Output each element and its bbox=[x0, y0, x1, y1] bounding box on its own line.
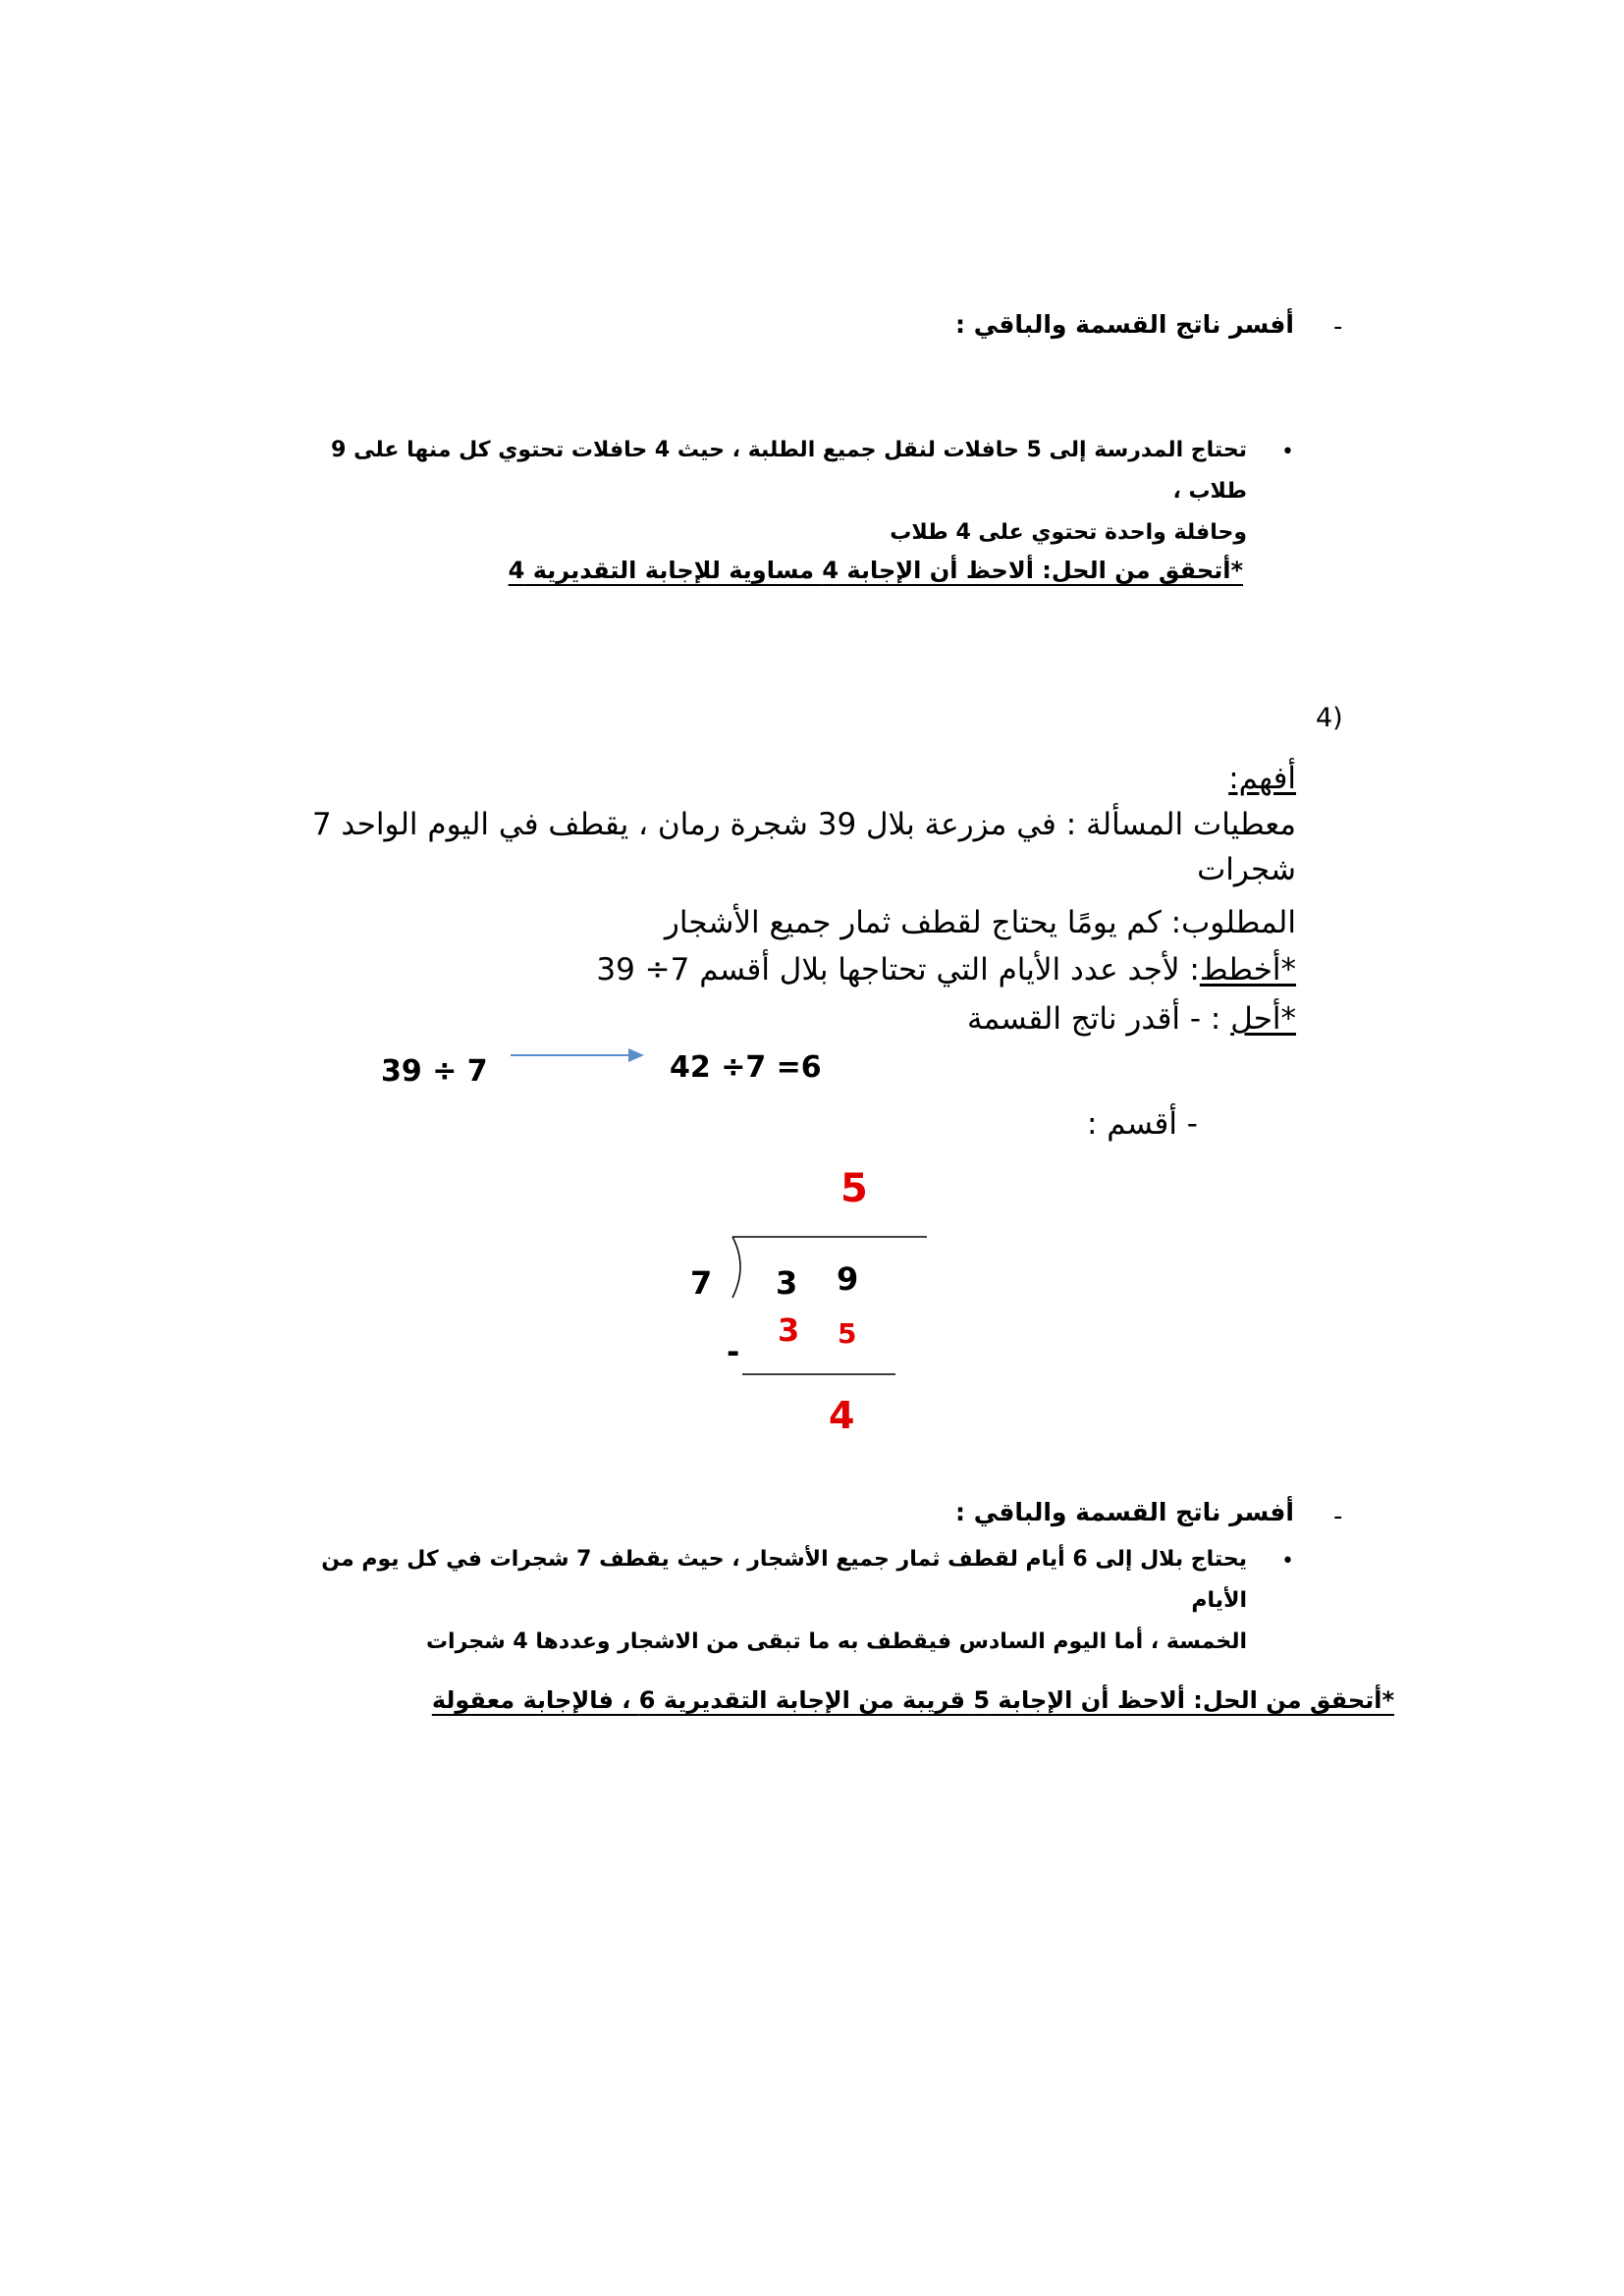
section2-bullet: • bbox=[1281, 1549, 1294, 1574]
section1-bullet-line-2: وحافلة واحدة تحتوي على 4 طلاب bbox=[890, 520, 1247, 545]
quotient-digit: 5 bbox=[840, 1166, 868, 1211]
understand-label: أفهم: bbox=[1228, 761, 1296, 796]
section1-dash: - bbox=[1333, 312, 1343, 342]
problem-number: 4) bbox=[1316, 703, 1343, 733]
section1-bullet-line-1: تحتاج المدرسة إلى 5 حافلات لنقل جميع الطلبة ، حيث 4 حافلات تحتوي كل منها على 9 طلاب ، bbox=[331, 438, 1247, 504]
dividend-digit-ones: 9 bbox=[837, 1260, 859, 1298]
section2-heading: أفسر ناتج القسمة والباقي : bbox=[955, 1498, 1294, 1526]
givens-line-1: معطيات المسألة : في مزرعة بلال 39 شجرة رمان ، يقطف في اليوم الواحد 7 bbox=[311, 807, 1296, 842]
section2-check: *أتحقق من الحل: ألاحظ أن الإجابة 5 قريبة من الإجابة التقديرية 6 ، فالإجابة معقولة bbox=[431, 1686, 1394, 1714]
givens-line-2: شجرات bbox=[1197, 852, 1296, 887]
section2-bullet-line-2: الخمسة ، أما اليوم السادس فيقطف به ما تبقى من الاشجار وعددها 4 شجرات bbox=[425, 1629, 1247, 1654]
section1-check: *أتحقق من الحل: ألاحظ أن الإجابة 4 مساوية للإجابة التقديرية 4 bbox=[508, 557, 1243, 584]
estimate-arrow bbox=[509, 1044, 646, 1066]
dividend-digit-tens: 3 bbox=[776, 1264, 798, 1302]
estimate-left: 39 ÷ 7 bbox=[381, 1054, 488, 1089]
division-bracket bbox=[677, 1227, 933, 1394]
section1-bullet: • bbox=[1281, 440, 1294, 464]
section1-bullet-text bbox=[265, 430, 1247, 554]
plan-text: : لأجد عدد الأيام التي تحتاجها بلال أقسم 7÷ 39 bbox=[596, 952, 1200, 988]
section1-heading: أفسر ناتج القسمة والباقي : bbox=[955, 310, 1294, 339]
solve-line bbox=[967, 996, 1296, 1041]
divide-label: - أقسم : bbox=[1086, 1106, 1198, 1142]
solve-text: : - أقدر ناتج القسمة bbox=[967, 1001, 1231, 1037]
estimate-right: 42 ÷7 =6 bbox=[670, 1050, 822, 1085]
plan-label: *أخطط bbox=[1199, 952, 1296, 988]
remainder-digit: 4 bbox=[829, 1394, 855, 1437]
product-digit-tens: 3 bbox=[778, 1311, 800, 1349]
minus-sign: - bbox=[727, 1333, 740, 1370]
solve-label: *أحل bbox=[1230, 1001, 1296, 1037]
product-digit-ones: 5 bbox=[838, 1317, 857, 1350]
section2-bullet-text bbox=[265, 1539, 1247, 1663]
plan-line bbox=[596, 947, 1296, 992]
section2-dash: - bbox=[1333, 1502, 1343, 1531]
divisor-digit: 7 bbox=[690, 1264, 713, 1302]
required-line: المطلوب: كم يومًا يحتاج لقطف ثمار جميع الأشجار bbox=[664, 905, 1296, 940]
section2-bullet-line-1: يحتاج بلال إلى 6 أيام لقطف ثمار جميع الأشجار ، حيث يقطف 7 شجرات في كل يوم من الأيام bbox=[321, 1547, 1247, 1613]
